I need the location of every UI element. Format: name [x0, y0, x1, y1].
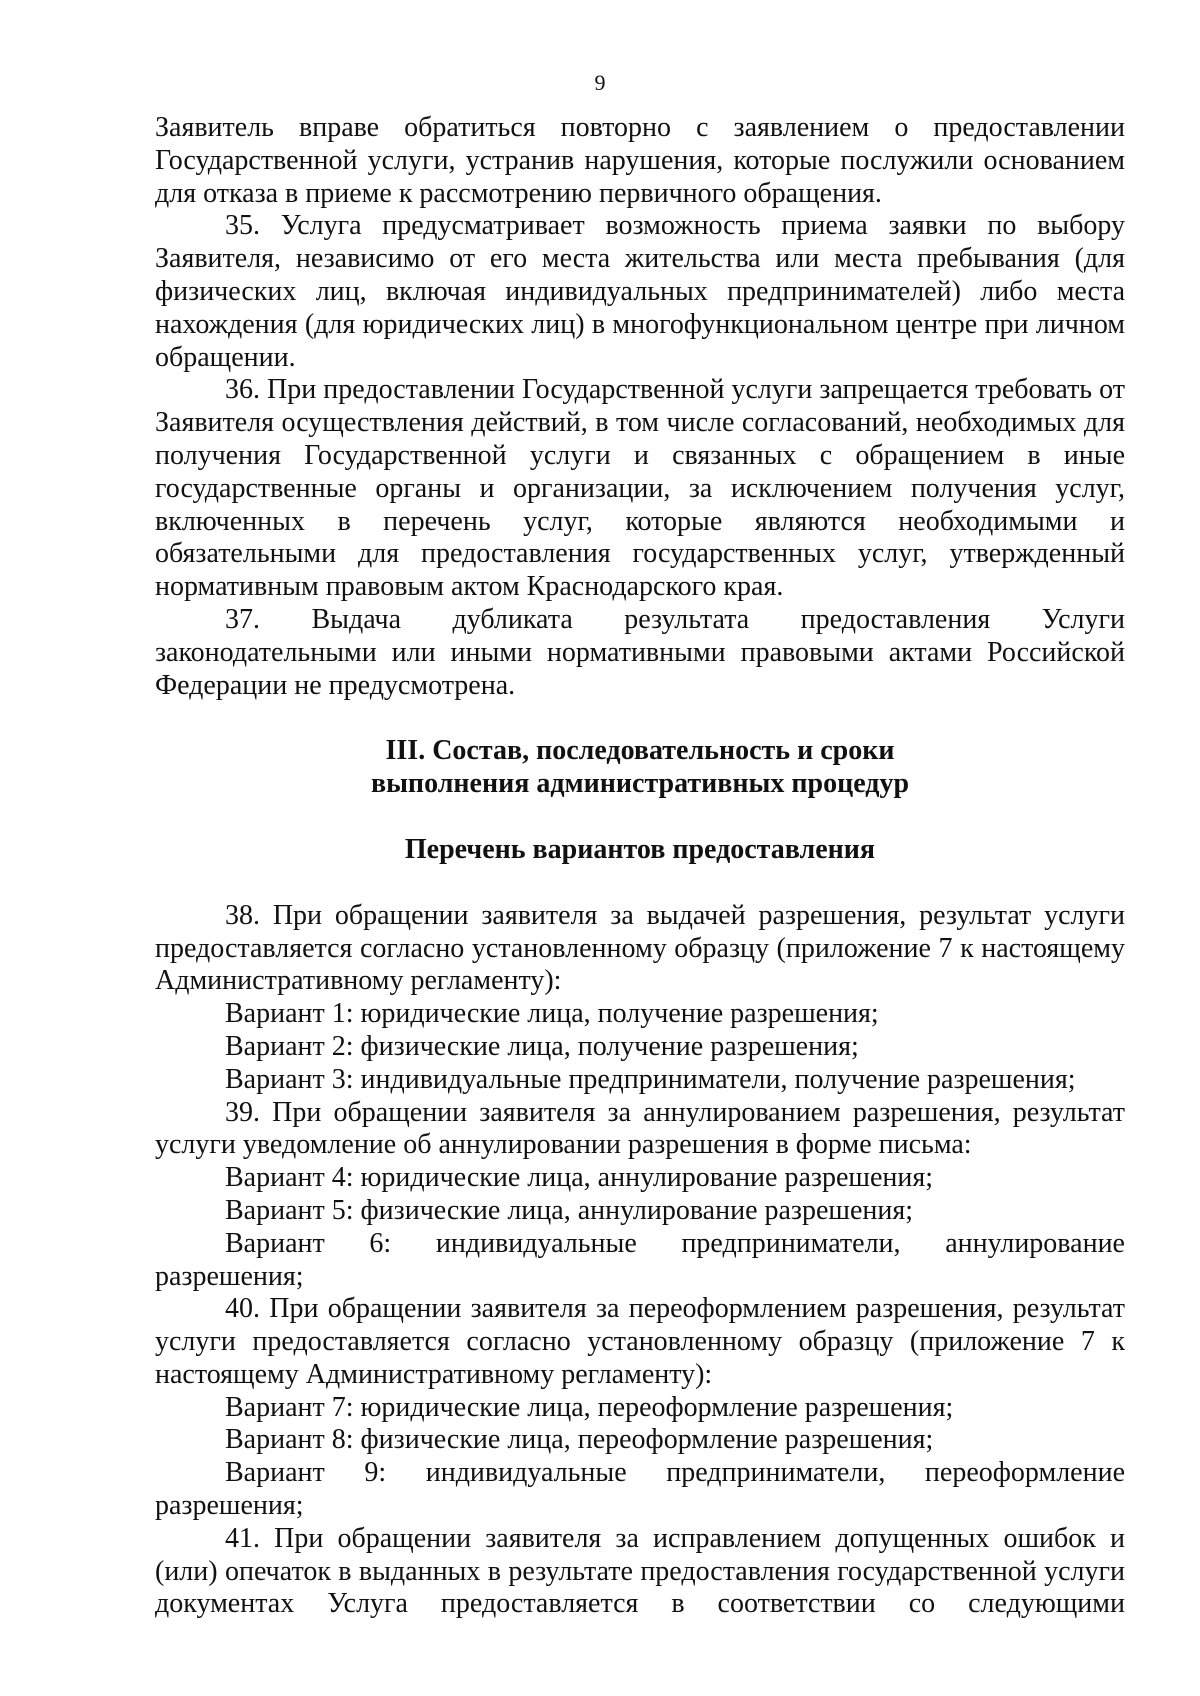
paragraph-reapply: Заявитель вправе обратиться повторно с заявлением о предоставлении Государственной услуги, устранив нарушения, которые послужили основанием для отказа в приеме к рассмотрению первичного обращения.: [155, 112, 1125, 209]
subsection-heading: Перечень вариантов предоставления: [404, 833, 876, 865]
variant-8: Вариант 8: физические лица, переоформление разрешения;: [225, 1424, 934, 1456]
spacer: [155, 702, 1125, 735]
paragraph-38: 38. При обращении заявителя за выдачей разрешения, результат услуги предоставляется согласно установленному образцу (приложение 7 к настоящему Административному регламенту):: [155, 899, 1125, 997]
variant-9: Вариант 9: индивидуальные предприниматели, переоформление разрешения;: [155, 1457, 1125, 1522]
spacer: [155, 801, 1125, 834]
page-number: 9: [594, 70, 606, 95]
paragraph-41: 41. При обращении заявителя за исправлением допущенных ошибок и (или) опечаток в выданных в результате предоставления государственной услуги документах Услуга предоставляется в соответствии со следующими: [155, 1522, 1125, 1620]
variant-4: Вариант 4: юридические лица, аннулирование разрешения;: [225, 1162, 933, 1194]
paragraph-35: 35. Услуга предусматривает возможность приема заявки по выбору Заявителя, независимо от его места жительства или места пребывания (для физических лиц, включая индивидуальных предпринимателей) либо места нахождения (для юридических лиц) в многофункциональном центре при личном обращении.: [155, 210, 1125, 373]
section-heading-line-2: выполнения административных процедур: [370, 768, 910, 800]
variant-7: Вариант 7: юридические лица, переоформление разрешения;: [225, 1391, 954, 1423]
section-heading-line-1: III. Состав, последовательность и сроки: [385, 735, 895, 767]
paragraph-40: 40. При обращении заявителя за переоформлением разрешения, результат услуги предоставляется согласно установленному образцу (приложение 7 к настоящему Административному регламенту):: [155, 1293, 1125, 1390]
variant-3: Вариант 3: индивидуальные предприниматели, получение разрешения;: [225, 1063, 1076, 1095]
variant-5: Вариант 5: физические лица, аннулирование разрешения;: [225, 1194, 914, 1226]
variant-6: Вариант 6: индивидуальные предприниматели, аннулирование разрешения;: [155, 1227, 1125, 1292]
variant-2: Вариант 2: физические лица, получение разрешения;: [225, 1030, 859, 1062]
paragraph-36: 36. При предоставлении Государственной услуги запрещается требовать от Заявителя осуществления действий, в том числе согласований, необходимых для получения Государственной услуги и связанных с обращением в иные государственные органы и организации, за исключением получения услуг, включенных в перечень услуг, которые являются необходимыми и обязательными для предоставления государственных услуг, утвержденный нормативным правовым актом Краснодарского края.: [155, 374, 1125, 603]
variant-1: Вариант 1: юридические лица, получение разрешения;: [225, 998, 879, 1030]
paragraph-39: 39. При обращении заявителя за аннулированием разрешения, результат услуги уведомление об аннулировании разрешения в форме письма:: [155, 1096, 1125, 1161]
document-body: [155, 112, 1125, 1621]
spacer: [155, 867, 1125, 900]
paragraph-37: 37. Выдача дубликата результата предоставления Услуги законодательными или иными нормативными правовыми актами Российской Федерации не предусмотрена.: [155, 603, 1125, 701]
